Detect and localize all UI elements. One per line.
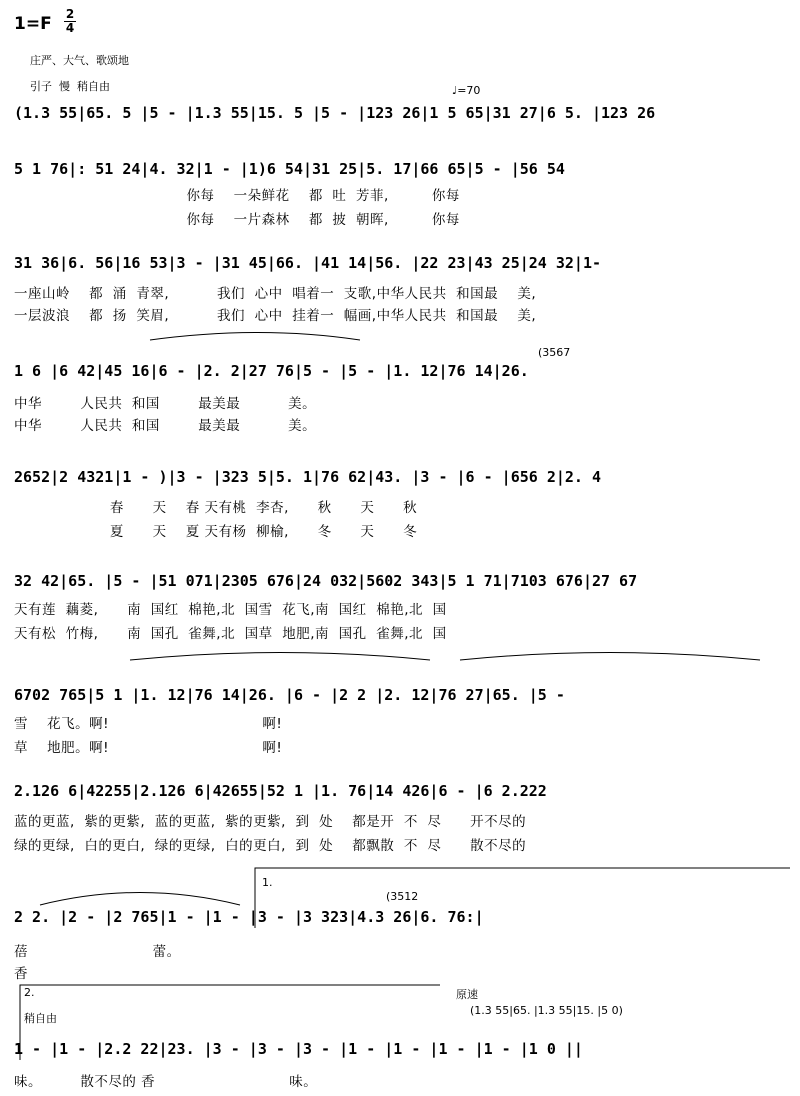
time-signature-numerator: 2 bbox=[65, 7, 75, 21]
lyrics-line-2-verse-2: 你每 一片森林 都 披 朝晖, 你每 bbox=[14, 212, 460, 228]
intro-marking: 引子 慢 稍自由 bbox=[30, 80, 110, 93]
lyrics-line-7-verse-2: 草 地肥。啊! 啊! bbox=[14, 740, 283, 756]
notation-line-5: 2652|2 4321|1 - )|3 - |323 5|5. 1|76 62|43. |3 - |6 - |656 2|2. 4 bbox=[14, 468, 601, 486]
lyrics-line-10: 味。 散不尽的 香 味。 bbox=[14, 1074, 318, 1090]
notation-line-6: 32 42|65. |5 - |51 071|2305 676|24 032|5602 343|5 1 71|7103 676|27 67 bbox=[14, 572, 638, 590]
grace-notes-9: (3512 bbox=[386, 890, 419, 903]
expression-marking: 庄严、大气、歌颂地 bbox=[30, 54, 129, 67]
tempo-marking: ♩=70 bbox=[452, 84, 481, 97]
upper-voice-notes: (1.3 55|65. |1.3 55|15. |5 0) bbox=[470, 1004, 623, 1017]
notation-line-1: (1.3 55|65. 5 |5 - |1.3 55|15. 5 |5 - |123 26|1 5 65|31 27|6 5. |123 26 bbox=[14, 104, 656, 122]
notation-line-4: 1 6 |6 42|45 16|6 - |2. 2|27 76|5 - |5 - |1. 12|76 14|26. bbox=[14, 362, 529, 380]
lyrics-line-4-verse-2: 中华 人民共 和国 最美最 美。 bbox=[14, 418, 317, 434]
notation-line-3: 31 36|6. 56|16 53|3 - |31 45|66. |41 14|56. |22 23|43 25|24 32|1- bbox=[14, 254, 601, 272]
notation-line-9: 2 2. |2 - |2 765|1 - |1 - |3 - |3 323|4.3 26|6. 76:| bbox=[14, 908, 484, 926]
lyrics-line-9-verse-1: 蓓 蕾。 bbox=[14, 944, 181, 960]
volta-bracket-1 bbox=[255, 868, 790, 928]
lyrics-line-6-verse-2: 天有松 竹梅, 南 国孔 雀舞,北 国草 地肥,南 国孔 雀舞,北 国 bbox=[14, 626, 447, 642]
lyrics-line-5-verse-2: 夏 天 夏 天有杨 柳榆, 冬 天 冬 bbox=[14, 524, 418, 540]
lyrics-line-4-verse-1: 中华 人民共 和国 最美最 美。 bbox=[14, 396, 317, 412]
notation-line-8: 2.126 6|42255|2.126 6|42655|52 1 |1. 76|14 426|6 - |6 2.222 bbox=[14, 782, 547, 800]
time-signature-denominator: 4 bbox=[65, 21, 75, 35]
notation-line-2: 5 1 76|: 51 24|4. 32|1 - |1)6 54|31 25|5. 17|66 65|5 - |56 54 bbox=[14, 160, 565, 178]
lyrics-line-3-verse-1: 一座山岭 都 涌 青翠, 我们 心中 唱着一 支歌,中华人民共 和国最 美, bbox=[14, 286, 537, 302]
lyrics-line-2-verse-1: 你每 一朵鲜花 都 吐 芳菲, 你每 bbox=[14, 188, 460, 204]
slur-4 bbox=[130, 653, 430, 661]
lyrics-line-8-verse-1: 蓝的更蓝, 紫的更紫, 蓝的更蓝, 紫的更紫, 到 处 都是开 不 尽 开不尽的 bbox=[14, 814, 527, 830]
volta-bracket-2 bbox=[20, 985, 440, 1060]
expression-rubato: 稍自由 bbox=[24, 1012, 57, 1025]
lyrics-line-8-verse-2: 绿的更绿, 白的更白, 绿的更绿, 白的更白, 到 处 都飘散 不 尽 散不尽的 bbox=[14, 838, 527, 854]
lyrics-line-9-verse-2: 香 bbox=[14, 966, 28, 982]
tempo-label-original: 原速 bbox=[456, 988, 478, 1001]
slur-2 bbox=[150, 333, 360, 341]
key-signature: 1=F bbox=[14, 14, 52, 34]
volta-first-ending: 1. bbox=[262, 876, 273, 889]
notation-line-7: 6702 765|5 1 |1. 12|76 14|26. |6 - |2 2 |2. 12|76 27|65. |5 - bbox=[14, 686, 565, 704]
lyrics-line-5-verse-1: 春 天 春 天有桃 李杏, 秋 天 秋 bbox=[14, 500, 418, 516]
grace-notes-4: (3567 bbox=[538, 346, 571, 359]
lyrics-line-7-verse-1: 雪 花飞。啊! 啊! bbox=[14, 716, 283, 732]
lyrics-line-6-verse-1: 天有莲 藕菱, 南 国红 棉艳,北 国雪 花飞,南 国红 棉艳,北 国 bbox=[14, 602, 447, 618]
notation-line-10: 1 - |1 - |2.2 22|23. |3 - |3 - |3 - |1 - |1 - |1 - |1 - |1 0 || bbox=[14, 1040, 583, 1058]
volta-second-ending: 2. bbox=[24, 986, 35, 999]
lyrics-line-3-verse-2: 一层波浪 都 扬 笑眉, 我们 心中 挂着一 幅画,中华人民共 和国最 美, bbox=[14, 308, 537, 324]
slur-1 bbox=[40, 893, 240, 906]
slur-3 bbox=[460, 653, 760, 661]
